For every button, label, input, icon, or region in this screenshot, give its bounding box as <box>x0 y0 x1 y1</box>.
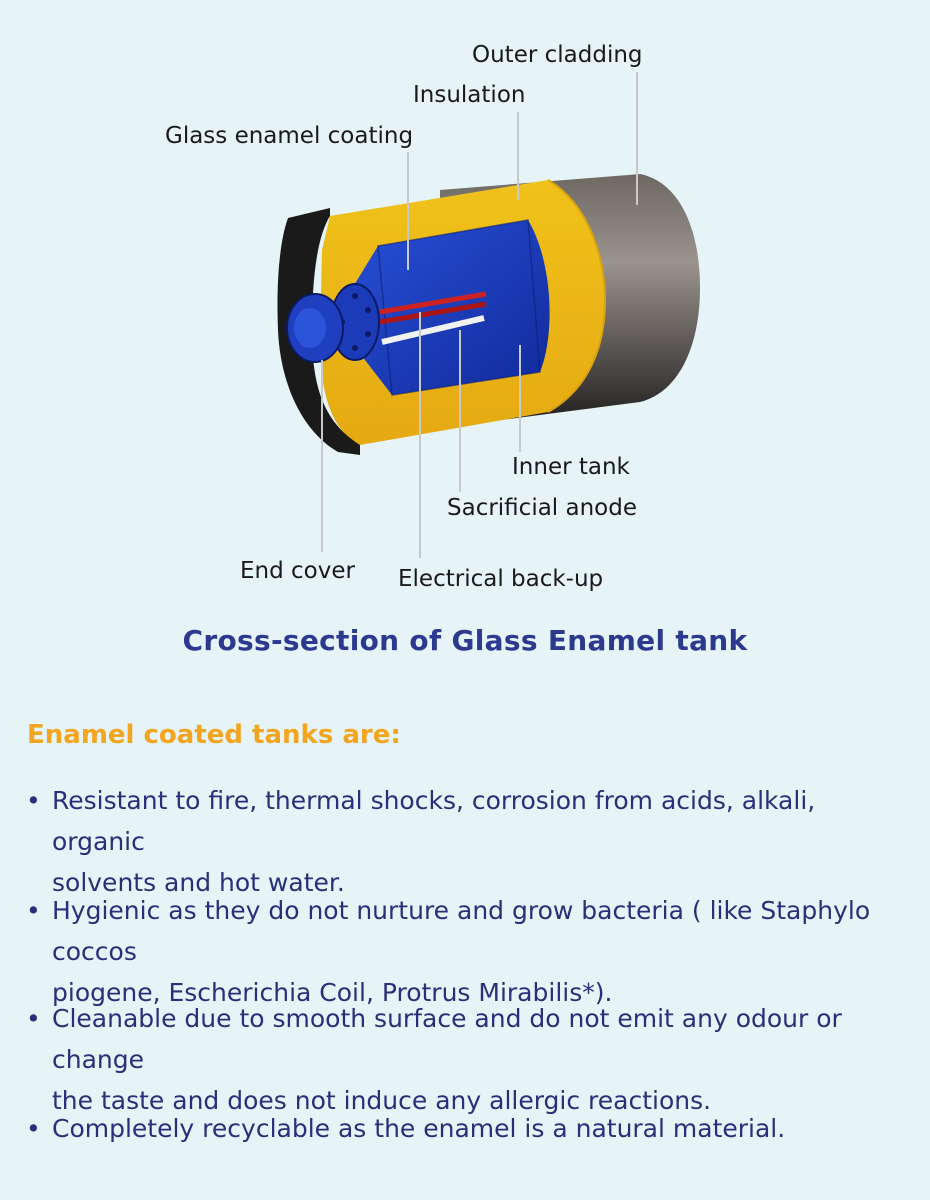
bullet-text-line: Hygienic as they do not nurture and grow bacteria ( like Staphylo coccos <box>52 896 871 966</box>
bullet-text-line: solvents and hot water. <box>52 868 345 897</box>
bullet-text-line: Cleanable due to smooth surface and do not emit any odour or change <box>52 1004 842 1074</box>
label-sacrificial-anode: Sacrificial anode <box>447 495 637 521</box>
list-item <box>26 780 916 897</box>
label-outer-cladding: Outer cladding <box>472 42 643 68</box>
label-electrical-backup: Electrical back-up <box>398 566 604 592</box>
list-item <box>26 890 916 1007</box>
bullet-dot: • <box>26 786 41 815</box>
bullet-text-line: Completely recyclable as the enamel is a natural material. <box>52 1114 786 1143</box>
label-glass-enamel-coating: Glass enamel coating <box>165 123 414 149</box>
bullet-text-line: the taste and does not induce any allergic reactions. <box>52 1086 712 1115</box>
label-insulation: Insulation <box>413 82 526 108</box>
bullet-dot: • <box>26 896 41 925</box>
bullet-dot: • <box>26 1114 41 1143</box>
list-item <box>26 1108 916 1168</box>
bullet-text-line: piogene, Escherichia Coil, Protrus Mirabilis*). <box>52 978 613 1007</box>
diagram-caption: Cross-section of Glass Enamel tank <box>182 624 748 657</box>
bullet-dot: • <box>26 1004 41 1033</box>
label-inner-tank: Inner tank <box>512 454 630 480</box>
bullet-text-line: Resistant to fire, thermal shocks, corrosion from acids, alkali, organic <box>52 786 816 856</box>
list-item <box>26 998 916 1115</box>
label-end-cover: End cover <box>240 558 355 584</box>
section-heading: Enamel coated tanks are: <box>27 720 401 750</box>
bullet-list <box>26 780 916 1168</box>
